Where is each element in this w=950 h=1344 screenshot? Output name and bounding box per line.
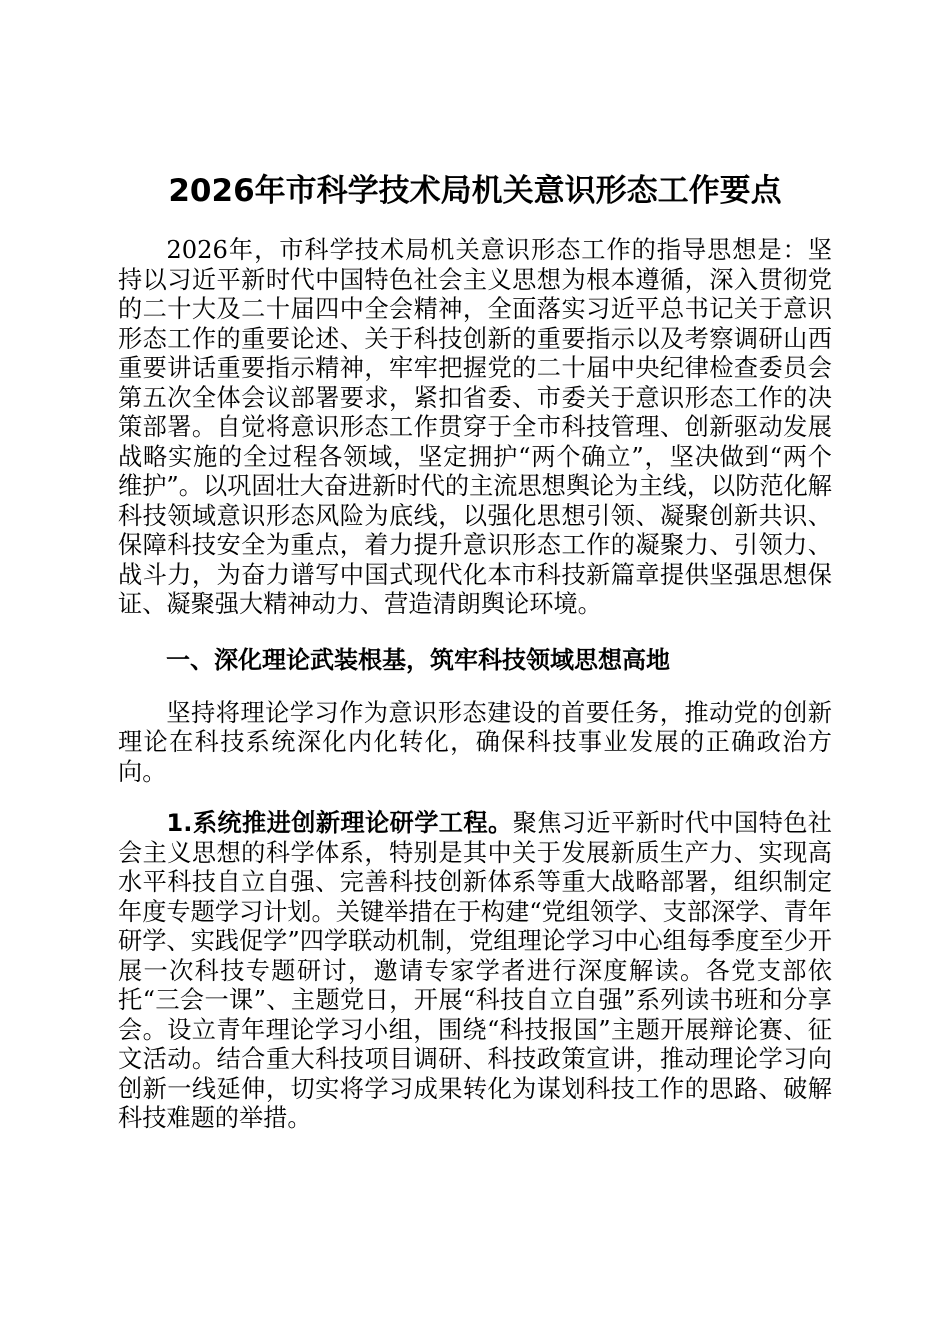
section-1-item-1-lead: 1.系统推进创新理论研学工程。 <box>166 809 513 837</box>
section-1-item-1-paragraph <box>118 809 832 1134</box>
intro-paragraph: 2026年，市科学技术局机关意识形态工作的指导思想是：坚持以习近平新时代中国特色社会主义思想为根本遵循，深入贯彻党的二十大及二十届四中全会精神，全面落实习近平总书记关于意识形态工作的重要论述、关于科技创新的重要指示以及考察调研山西重要讲话重要指示精神，牢牢把握党的二十届中央纪律检查委员会第五次全体会议部署要求，紧扣省委、市委关于意识形态工作的决策部署。自觉将意识形态工作贯穿于全市科技管理、创新驱动发展战略实施的全过程各领域，坚定拥护“两个确立”，坚决做到“两个维护”。以巩固壮大奋进新时代的主流思想舆论为主线，以防范化解科技领域意识形态风险为底线，以强化思想引领、凝聚创新共识、保障科技安全为重点，着力提升意识形态工作的凝聚力、引领力、战斗力，为奋力谱写中国式现代化本市科技新篇章提供坚强思想保证、凝聚强大精神动力、营造清朗舆论环境。 <box>118 236 832 618</box>
section-1-item-1-body: 聚焦习近平新时代中国特色社会主义思想的科学体系，特别是其中关于发展新质生产力、实现高水平科技自立自强、完善科技创新体系等重大战略部署，组织制定年度专题学习计划。关键举措在于构建“党组领学、支部深学、青年研学、实践促学”四学联动机制，党组理论学习中心组每季度至少开展一次科技专题研讨，邀请专家学者进行深度解读。各党支部依托“三会一课”、主题党日，开展“科技自立自强”系列读书班和分享会。设立青年理论学习小组，围绕“科技报国”主题开展辩论赛、征文活动。结合重大科技项目调研、科技政策宣讲，推动理论学习向创新一线延伸，切实将学习成果转化为谋划科技工作的思路、破解科技难题的举措。 <box>118 809 832 1132</box>
document-title: 2026年市科学技术局机关意识形态工作要点 <box>168 173 782 209</box>
section-1-heading: 一、深化理论武装根基，筑牢科技领域思想高地 <box>166 645 670 674</box>
document-page <box>118 170 832 1134</box>
section-1-intro-paragraph: 坚持将理论学习作为意识形态建设的首要任务，推动党的创新理论在科技系统深化内化转化，确保科技事业发展的正确政治方向。 <box>118 698 832 786</box>
